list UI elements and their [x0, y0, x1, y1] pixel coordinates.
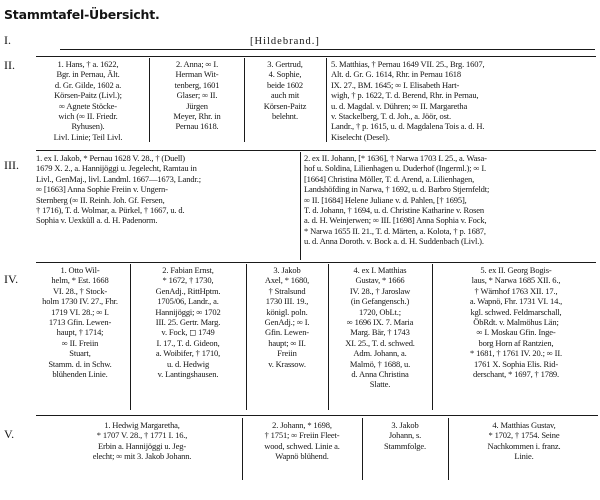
gen5-entry-jakob-johann: 3. Jakob Johann, s. Stammfolge. [383, 420, 427, 451]
generation-label-4: IV. [4, 272, 19, 286]
divider [326, 58, 327, 142]
gen3-entry-johann: 2. ex II. Johann, [* 1636], † Narwa 1703 I. 25., a. Wasa- hof u. Soldina, Lilienhagen u. Duderhof (Ingerml.); ∞ I. [1664] Christina Möller, T. d. Arend, a. Lilienhagen, Landshöfding in Narwa, † 1692, u. d. Barbro Stjernfeldt; ∞ II. [1684] Helene Juliane v. d. Pahlen, [† 1695], T. d. Johann, † 1694, u. d. Christine Katharine v. Rosen a. d. H. Weinjerwen; ∞ III. [1698] Anna Sophia v. Fock, * Narwa 1655 II. 21., T. d. Märten, a. Kolota, † p. 1687, u. d. Anna Doroth. v. Bock a. d. H. Suddenbach (Livl.). [304, 153, 490, 247]
gen1-rule [60, 49, 595, 50]
ancestor-hildebrand: [Hildebrand.] [250, 36, 320, 47]
generation-label-2: II. [4, 58, 15, 72]
gen5-entry-hedwig-margaretha: 1. Hedwig Margaretha, * 1707 V. 28., † 1771 I. 16., Erbin a. Hannijöggi u. Jeg- elecht; ∞ mit 3. Jakob Johann. [92, 420, 192, 462]
gen5-bracket [36, 415, 598, 416]
divider [149, 58, 150, 142]
generation-label-5: V. [4, 427, 15, 441]
gen5-entry-matthias-gustav: 4. Matthias Gustav, * 1702, † 1754. Seine Nachkommen i. franz. Linie. [487, 420, 561, 462]
gen4-entry-matthias-gustav: 4. ex I. Matthias Gustav, * 1666 IV. 28., † Jaroslaw (in Gefangensch.) 1720, ObLt.; ∞ 1696 IX. 7. Maria Marg. Bär, † 1743 XI. 25., T. d. schwed. Adm. Johann, a. Malmö, † 1688, u. d. Anna Christina Slatte. [345, 265, 415, 390]
generation-label-1: I. [4, 33, 11, 47]
gen5-entry-johann: 2. Johann, * 1698, † 1751; ∞ Freiin Fleet- wood, schwed. Linie a. Wapnö blühend. [264, 420, 340, 462]
gen2-entry-matthias: 5. Matthias, † Pernau 1649 VII. 25., Brg. 1607, Alt. d. Gr. G. 1614, Rhr. in Pernau 1618 IX. 27., BM. 1645; ∞ I. Elisabeth Hart- wigh, † p. 1622, T. d. Berend, Rhr. in Pernau, u. d. Magdal. v. Dühren; ∞ II. Margaretha v. Stackelberg, T. d. Joh., a. Jöör, ost. Landr., † p. 1615, u. d. Magdalena Tois a. d. H. Kiselecht (Desel). [331, 59, 485, 142]
gen3-entry-jakob: 1. ex I. Jakob, * Pernau 1628 V. 28., † (Duell) 1679 X. 2., a. Hannijöggi u. Jegelecht, Ramtau in Livl., GenMaj., livl. Landml. 1667—1673, Landr.; ∞ [1663] Anna Sophie Freiin v. Ungern- Sternberg (∞ II. Reinh. Joh. Gf. Fersen, † 1716), T. d. Wolmar, a. Pürkel, † 1667, u. d. Sophia v. Uexküll a. d. H. Padenorm. [36, 153, 201, 226]
divider [300, 152, 301, 260]
gen2-bracket [36, 56, 596, 57]
gen4-entry-jakob-axel: 3. Jakob Axel, * 1680, † Stralsund 1730 III. 19., königl. poln. GenAdj.; ∞ I. Gfin. Lewen- haupt; ∞ II. Freiin v. Krassow. [264, 265, 310, 369]
gen4-entry-otto-wilhelm: 1. Otto Wil- helm, * Est. 1668 VI. 28., † Stock- holm 1730 IV. 27., Fhr. 1719 VI. 28.; ∞ I. 1713 Gfin. Lewen- haupt, † 1714; ∞ II. Freiin Stuart, Stamm. d. in Schw. blühenden Linie. [42, 265, 118, 380]
divider [242, 418, 243, 480]
gen3-bracket [36, 150, 596, 151]
gen4-bracket [36, 262, 596, 263]
divider [328, 264, 329, 410]
divider [432, 264, 433, 410]
generation-label-3: III. [4, 158, 19, 172]
divider [244, 58, 245, 142]
divider [362, 418, 363, 480]
gen2-entry-hans: 1. Hans, † a. 1622, Bgr. in Pernau, Ält. d. Gr. Gilde, 1602 a. Körsen-Paitz (Livl.); ∞ Agnete Stöcke- wich (∞ II. Friedr. Ryhusen). Livl. Linie; Teil Livl. [53, 59, 123, 142]
gen4-entry-georg-bogislaus: 5. ex II. Georg Bogis- laus, * Narwa 1685 XII. 6., † Wärnhof 1763 XII. 17., a. Wapnö, Fhr. 1731 VI. 14., kgl. schwed. Feldmarschall, ÖbRdt. v. Malmöhus Län; ∞ I. Moskau Gfin. Inge- borg Horn af Rantzien, * 1681, † 1761 IV. 20.; ∞ II. 1761 X. Sophia Elis. Rid- derschant, * 1697, † 1789. [469, 265, 563, 380]
divider [448, 418, 449, 480]
gen2-entry-anna: 2. Anna; ∞ I. Herman Wit- tenberg, 1601 Glaser; ∞ II. Jürgen Meyer, Rhr. in Pernau 1618. [173, 59, 221, 132]
page-title: Stammtafel-Übersicht. [4, 7, 160, 22]
divider [246, 264, 247, 410]
gen2-entry-gertrud-sophie: 3. Gertrud, 4. Sophie, beide 1602 auch mit Körsen-Paitz belehnt. [263, 59, 307, 122]
gen4-entry-fabian-ernst: 2. Fabian Ernst, * 1672, † 1730, GenAdj., RittHptm. 1705/06, Landr., a. Hannijöggi; ∞ 1702 III. 25. Gertr. Marg. v. Fock, ◻ 1749 I. 17., T. d. Gideon, a. Woibifer, † 1710, u. d. Hedwig v. Lantingshausen. [155, 265, 221, 380]
